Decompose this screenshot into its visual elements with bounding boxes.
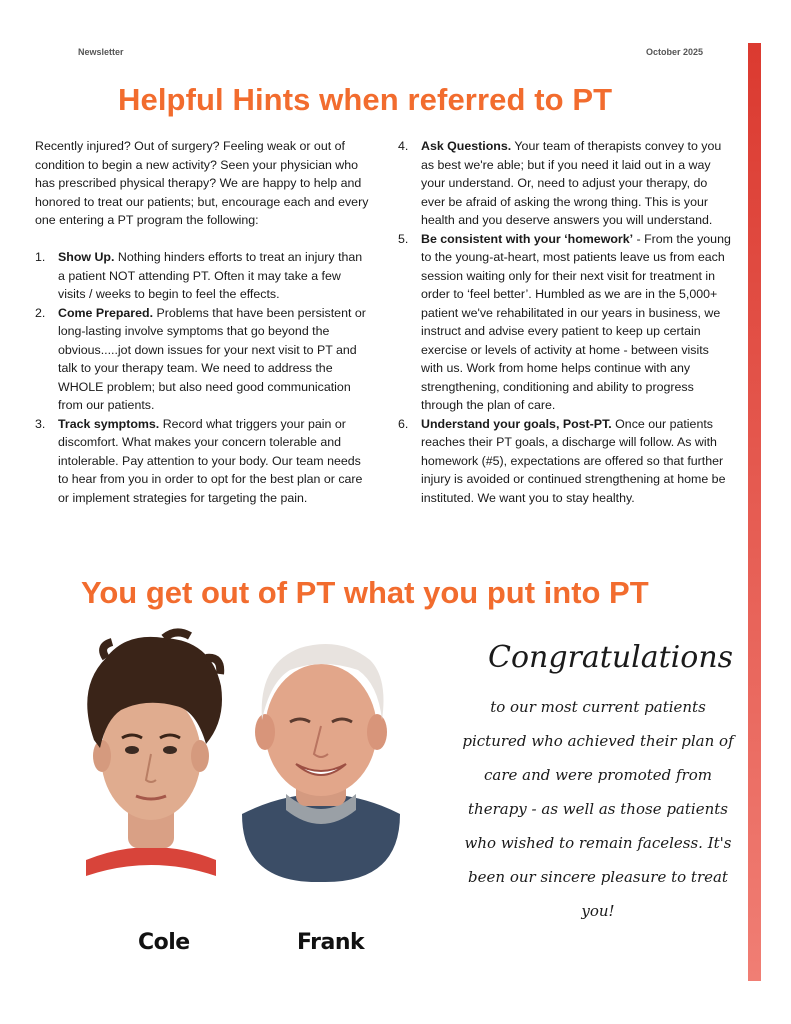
cole-photo [66, 628, 236, 880]
section-subtitle: You get out of PT what you put into PT [81, 575, 649, 610]
hint-lead: Be consistent with your ‘homework’ [421, 231, 634, 246]
hint-number: 4. [398, 139, 409, 153]
hint-text: - From the young to the young-at-heart, most patients leave us from each session waiting only for their next visit for treatment in order to ‘feel better’. Humbled as we are in the 5,000+ patient we've rehabilitated in our years in business, we instruct and advise every patient to keep up certain exercise or levels of activity at home - between visits with us. Work from home helps continue with any strengthening, conditioning and ability to progress through the plan of care. [421, 231, 731, 412]
hints-list-right [398, 137, 733, 507]
hint-number: 6. [398, 416, 409, 431]
decorative-side-bar [748, 43, 761, 981]
hint-lead: Come Prepared. [58, 305, 154, 320]
patient-name-frank: Frank [297, 930, 365, 955]
hints-list-left [35, 248, 370, 507]
patient-name-cole: Cole [138, 930, 190, 955]
hint-text: Nothing hinders efforts to treat an injury than a patient NOT attending PT. Often it may take a few visits / weeks to begin to feel the effects. [58, 250, 363, 301]
hint-item [398, 415, 733, 508]
issue-date: October 2025 [646, 47, 704, 57]
hint-lead: Ask Questions. [421, 139, 512, 153]
right-column [398, 137, 733, 507]
hint-number: 1. [35, 250, 46, 264]
hint-number: 5. [398, 231, 409, 246]
left-column [35, 137, 370, 507]
newsletter-label: Newsletter [78, 47, 124, 57]
hint-item [398, 137, 733, 230]
congratulations-message: to our most current patients pictured who achieved their plan of care and were promoted from therapy - as well as those patients who wished to remain faceless. It's been our sincere pleasure to treat you! [462, 698, 734, 920]
hint-number: 3. [35, 416, 46, 431]
hint-number: 2. [35, 305, 46, 320]
hint-text: Problems that have been persistent or long-lasting involve symptoms that go beyond the obvious.....jot down issues for your next visit to PT and talk to your therapy team. We need to address the WHOLE problem; but also need good communication from our patients. [58, 305, 366, 412]
hint-lead: Track symptoms. [58, 416, 160, 431]
hint-item [35, 304, 370, 415]
page-title: Helpful Hints when referred to PT [118, 82, 613, 117]
hint-text: Once our patients reaches their PT goals, a discharge will follow. As with homework (#5), expectations are offered so that further injury is avoided or continued strengthening at home be instituted. We want you to stay healthy. [421, 416, 726, 505]
hint-lead: Show Up. [58, 250, 115, 264]
frank-photo [240, 634, 402, 884]
hint-item [35, 415, 370, 508]
hint-text: Your team of therapists convey to you as best we're able; but if you need it laid out in a way your understand. Or, need to adjust your therapy, do ever be afraid of asking the wrong thing. This is your health and you deserve answers you will understand. [421, 139, 722, 227]
hint-lead: Understand your goals, Post-PT. [421, 416, 612, 431]
hint-item [35, 248, 370, 304]
intro-paragraph: Recently injured? Out of surgery? Feeling weak or out of condition to begin a new activity? Seen your physician who has prescribed physical therapy? We are happy to help and honored to treat our patients; but, encourage each and every one entering a PT program the following: [35, 139, 369, 227]
hint-text: Record what triggers your pain or discomfort. What makes your concern tolerable and intolerable. Pay attention to your body. Our team needs to hear from you in order to opt for the best plan or care or implement strategies for targeting the pain. [58, 416, 363, 505]
congratulations-heading: Congratulations [488, 640, 734, 675]
hint-item [398, 230, 733, 415]
